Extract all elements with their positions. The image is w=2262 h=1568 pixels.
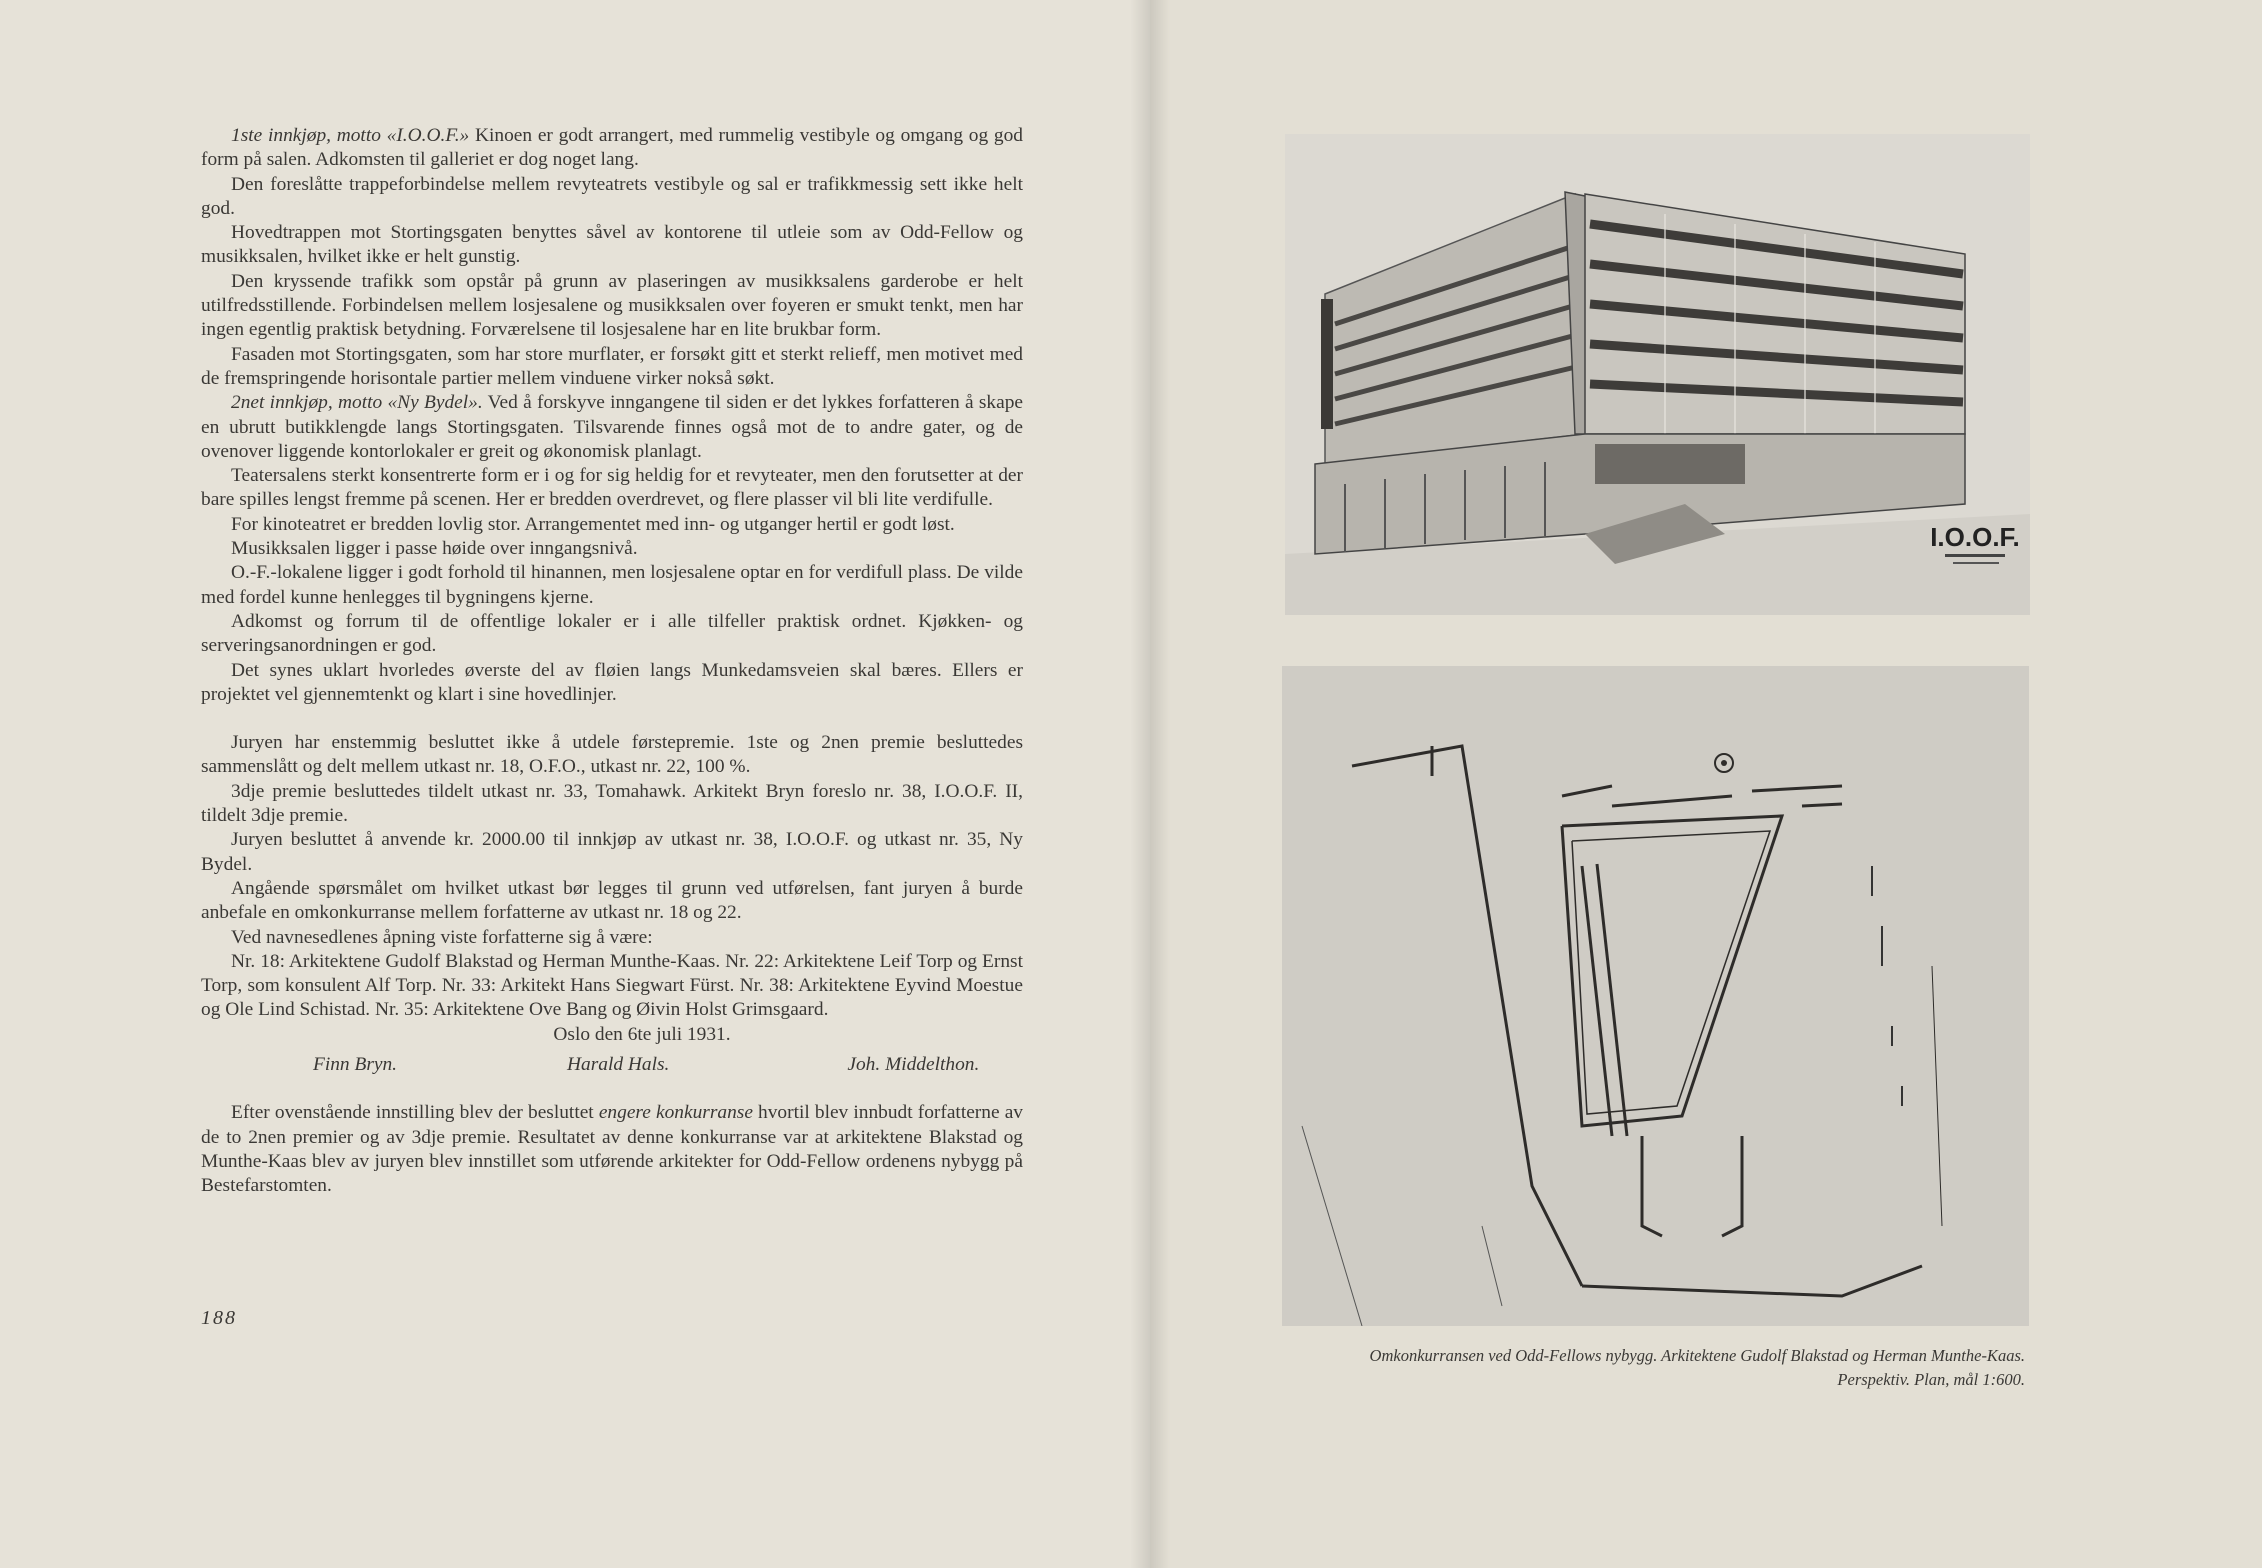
caption-line-1: Omkonkurransen ved Odd-Fellows nybygg. Arkitektene Gudolf Blakstad og Herman Munthe-Kaas. — [1369, 1346, 2025, 1365]
paragraph-1 — [201, 124, 1023, 173]
floor-plan-drawing — [1282, 666, 2029, 1326]
signature-joh-middelthon: Joh. Middelthon. — [847, 1053, 980, 1075]
paragraph-text: Ved å forskyve inngangene til siden er det lykkes forfatteren å skape en ubrutt butikklengde langs Stortingsgaten. Tilsvarende finnes også mot de to andre gater, og de ovenover liggende kontorlokaler er greit og økonomisk planlagt. — [201, 392, 1024, 462]
floor-plan-svg — [1282, 666, 2029, 1326]
signature-finn-bryn: Finn Bryn. — [313, 1053, 398, 1075]
paragraph-9: Musikksalen ligger i passe høide over inngangsnivå. — [231, 538, 638, 560]
paragraph-12: Det synes uklart hvorledes øverste del av fløien langs Munkedamsveien skal bæres. Ellers er projektet vel gjennemtenkt og klart i sine hovedlinjer. — [201, 659, 1023, 705]
verdict-6: Nr. 18: Arkitektene Gudolf Blakstad og Herman Munthe-Kaas. Nr. 22: Arkitektene Leif Torp og Ernst Torp, som konsulent Alf Torp. Nr. 33: Arkitekt Hans Siegwart Fürst. Nr. 38: Arkitektene Eyvind Moestue og Ole Lind Schistad. Nr. 35: Arkitektene Ove Bang og Øivin Holst Grimsgaard. — [201, 950, 1023, 1021]
paragraph-3: Hovedtrappen mot Stortingsgaten benyttes såvel av kontorene til utleie som av Odd-Fellow og musikksalen, hvilket ikke er helt gunstig. — [201, 222, 1023, 268]
paragraph-7: Teatersalens sterkt konsentrerte form er i og for sig heldig for et revyteater, men den forutsetter at der bare spilles lengst fremme på scenen. Her er bredden overdrevet, og flere plasser vil bli lite verdifulle. — [201, 465, 1023, 511]
closing-emphasis: engere konkurranse — [598, 1102, 753, 1124]
spacer — [201, 1077, 1023, 1101]
signature-harald-hals: Harald Hals. — [567, 1053, 670, 1075]
figure-caption — [1285, 1344, 2025, 1392]
page-number: 188 — [201, 1307, 237, 1329]
paragraph-6 — [201, 391, 1023, 464]
paragraph-11: Adkomst og forrum til de offentlige lokaler er i alle tilfeller praktisk ordnet. Kjøkken- og serveringsanordningen er god. — [201, 610, 1023, 657]
paragraph-text: Kinoen er godt arrangert, med rummelig vestibyle og omgang og god form på salen. Adkomsten til galleriet er dog noget lang. — [201, 125, 1024, 171]
report-date: Oslo den 6te juli 1931. — [553, 1023, 731, 1045]
spacer — [201, 707, 1023, 731]
signatures — [201, 1053, 1023, 1077]
verdict-3: Juryen besluttet å anvende kr. 2000.00 til innkjøp av utkast nr. 38, I.O.O.F. og utkast nr. 35, Ny Bydel. — [201, 829, 1023, 875]
verdict-5: Ved navnesedlenes åpning viste forfatterne sig å være: — [231, 926, 653, 948]
closing-text: hvortil blev innbudt forfatterne av de to 2nen premier og av 3dje premie. Resultatet av denne konkurranse var at arkitektene Blakstad og Munthe-Kaas blev av juryen blev innstillet som utførende arkitekter for Odd-Fellow ordenens nybygg på Bestefarstomten. — [201, 1102, 1023, 1197]
paragraph-4: Den kryssende trafikk som opstår på grunn av plaseringen av musikksalens garderobe er helt utilfredsstillende. Forbindelsen mellem losjesalene og musikksalen over foyeren er smukt tenkt, men har ingen egentlig praktisk betydning. Forværelsene til losjesalene har en lite brukbar form. — [201, 270, 1023, 341]
report-text — [201, 124, 1023, 1198]
closing-paragraph — [201, 1101, 1023, 1198]
caption-line-2: Perspektiv. Plan, mål 1:600. — [1837, 1370, 2025, 1389]
paragraph-lead: 2net innkjøp, motto «Ny Bydel». — [231, 392, 483, 414]
paragraph-2: Den foreslåtte trappeforbindelse mellem revyteatrets vestibyle og sal er trafikkmessig sett ikke helt god. — [201, 173, 1023, 219]
paragraph-5: Fasaden mot Stortingsgaten, som har store murflater, er forsøkt gitt et sterkt relieff, men motivet med de fremspringende horisontale partier mellem vinduene virker nokså søkt. — [201, 343, 1023, 389]
verdict-1: Juryen har enstemmig besluttet ikke å utdele førstepremie. 1ste og 2nen premie besluttedes sammenslått og delt mellem utkast nr. 18, O.F.O., utkast nr. 22, 100 %. — [201, 732, 1023, 778]
verdict-4: Angående spørsmålet om hvilket utkast bør legges til grunn ved utførelsen, fant juryen å burde anbefale en omkonkurranse mellem forfatterne av utkast nr. 18 og 22. — [201, 877, 1023, 924]
paragraph-10: O.-F.-lokalene ligger i godt forhold til hinannen, men losjesalene optar en for verdifull plass. De vilde med fordel kunne henlegges til bygningens kjerne. — [201, 562, 1023, 608]
paragraph-lead: 1ste innkjøp, motto «I.O.O.F.» — [231, 125, 470, 146]
book-gutter — [1130, 0, 1170, 1568]
perspective-label: I.O.O.F. — [1930, 522, 2020, 552]
perspective-drawing — [1285, 134, 2030, 615]
verdict-2: 3dje premie besluttedes tildelt utkast nr. 33, Tomahawk. Arkitekt Bryn foreslo nr. 38, I.O.O.F. II, tildelt 3dje premie. — [201, 780, 1023, 827]
building-perspective-svg — [1285, 134, 2030, 615]
paragraph-8: For kinoteatret er bredden lovlig stor. Arrangementet med inn- og utganger hertil er godt løst. — [231, 513, 955, 535]
closing-text: Efter ovenstående innstilling blev der besluttet — [231, 1102, 599, 1124]
